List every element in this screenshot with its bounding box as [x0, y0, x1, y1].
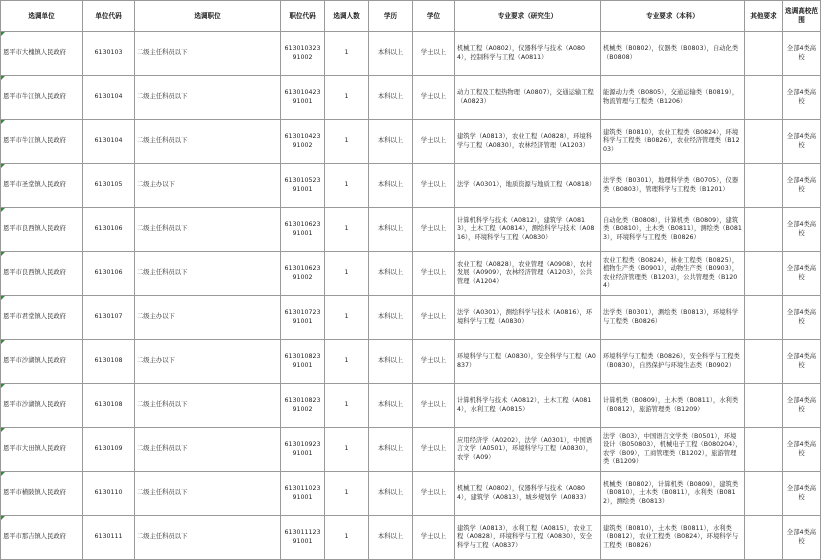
cell-major-ug: 法学类（B0301），地理科学类（B0705），仪器类（B0803），管理科学与工程类（B1201）: [601, 164, 745, 208]
table-row: [1, 252, 821, 296]
table-row: [1, 208, 821, 252]
cell-position: 二级主任科员以下: [135, 120, 281, 164]
cell-major-ug: 法学类（B0301），测绘类（B0813），环境科学与工程类（B0826）: [601, 296, 745, 340]
cell-position-code: 61301102391001: [281, 472, 325, 516]
cell-other: [745, 208, 783, 252]
cell-scope: 全部4类高校: [783, 164, 821, 208]
cell-position-code: 61301042391001: [281, 76, 325, 120]
cell-degree: 学士以上: [413, 164, 455, 208]
cell-unit-code: 6130109: [83, 428, 135, 472]
cell-major-grad: 法学（A0301），地质资源与地质工程（A0818）: [455, 164, 601, 208]
cell-position-code: 61301042391002: [281, 120, 325, 164]
cell-count: 1: [325, 340, 369, 384]
cell-marker: [1, 296, 5, 300]
cell-unit-code: 6130108: [83, 384, 135, 428]
cell-major-ug: 机械类（B0802），计算机类（B0809），建筑类（B0810），土木类（B0811），水利类（B0812），测绘类（B0813）: [601, 472, 745, 516]
cell-degree: 学士以上: [413, 208, 455, 252]
cell-count: 1: [325, 428, 369, 472]
table-row: [1, 384, 821, 428]
cell-scope: 全部4类高校: [783, 516, 821, 560]
cell-unit: [1, 472, 83, 516]
cell-position-code: 61301032391002: [281, 32, 325, 76]
cell-unit-text: 恩平市大田镇人民政府: [3, 445, 66, 453]
cell-marker: [1, 516, 5, 520]
table-row: [1, 76, 821, 120]
cell-education: 本科以上: [369, 516, 413, 560]
cell-marker: [1, 384, 5, 388]
cell-position-code: 61301062391002: [281, 252, 325, 296]
cell-unit-text: 恩平市牛江镇人民政府: [3, 137, 66, 145]
cell-position-code: 61301062391001: [281, 208, 325, 252]
cell-marker: [1, 120, 5, 124]
cell-scope: 全部4类高校: [783, 428, 821, 472]
cell-unit-text: 恩平市大槐镇人民政府: [3, 49, 66, 57]
cell-major-grad: 建筑学（A0813），农业工程（A0828），环境科学与工程（A0830），农林经济管理（A1203）: [455, 120, 601, 164]
cell-count: 1: [325, 516, 369, 560]
cell-unit: [1, 296, 83, 340]
cell-major-ug: 法学（B03），中国语言文学类（B0501），环境设计（B050803），机械电子工程（B080204），农学（B09），工商管理类（B1202），旅游管理类（B1209）: [601, 428, 745, 472]
header-scope: 选调高校范围: [783, 1, 821, 32]
cell-scope: 全部4类高校: [783, 472, 821, 516]
cell-unit: [1, 516, 83, 560]
cell-unit-code: 6130106: [83, 252, 135, 296]
cell-other: [745, 164, 783, 208]
cell-degree: 学士以上: [413, 472, 455, 516]
cell-marker: [1, 340, 5, 344]
cell-unit-text: 恩平市牛江镇人民政府: [3, 93, 66, 101]
cell-marker: [1, 76, 5, 80]
cell-count: 1: [325, 384, 369, 428]
cell-unit: [1, 384, 83, 428]
cell-other: [745, 384, 783, 428]
cell-other: [745, 340, 783, 384]
table-row: [1, 428, 821, 472]
cell-major-grad: 机械工程（A0802），仪器科学与技术（A0804），控制科学与工程（A0811）: [455, 32, 601, 76]
cell-count: 1: [325, 252, 369, 296]
header-major-ug: 专业要求（本科）: [601, 1, 745, 32]
cell-unit-code: 6130106: [83, 208, 135, 252]
cell-unit-code: 6130108: [83, 340, 135, 384]
cell-position: 二级主任科员以下: [135, 472, 281, 516]
cell-position: 二级主任科员以下: [135, 516, 281, 560]
cell-unit-text: 恩平市那吉镇人民政府: [3, 533, 66, 541]
cell-education: 本科以上: [369, 296, 413, 340]
header-major-grad: 专业要求（研究生）: [455, 1, 601, 32]
cell-unit-code: 6130103: [83, 32, 135, 76]
cell-unit-text: 恩平市良西镇人民政府: [3, 225, 66, 233]
header-unit: 选调单位: [1, 1, 83, 32]
cell-major-grad: 应用经济学（A0202），法学（A0301），中国语言文学（A0501），环境科学与工程（A0830），农学（A09）: [455, 428, 601, 472]
cell-major-grad: 法学（A0301），测绘科学与技术（A0816），环境科学与工程（A0830）: [455, 296, 601, 340]
cell-position: 二级主任科员以下: [135, 384, 281, 428]
cell-major-ug: 计算机类（B0809），土木类（B0811），水利类（B0812），旅游管理类（B1209）: [601, 384, 745, 428]
cell-position-code: 61301072391001: [281, 296, 325, 340]
cell-marker: [1, 472, 5, 476]
cell-education: 本科以上: [369, 472, 413, 516]
cell-education: 本科以上: [369, 120, 413, 164]
cell-count: 1: [325, 76, 369, 120]
header-row: [1, 1, 821, 32]
table-row: [1, 340, 821, 384]
cell-other: [745, 120, 783, 164]
header-unit-code: 单位代码: [83, 1, 135, 32]
cell-scope: 全部4类高校: [783, 208, 821, 252]
cell-position: 二级主任科员以下: [135, 32, 281, 76]
cell-unit-code: 6130104: [83, 76, 135, 120]
cell-count: 1: [325, 208, 369, 252]
cell-unit-code: 6130105: [83, 164, 135, 208]
cell-degree: 学士以上: [413, 252, 455, 296]
cell-major-ug: 自动化类（B0808），计算机类（B0809），建筑类（B0810），土木类（B0811），测绘类（B0813），环境科学与工程类（B0826）: [601, 208, 745, 252]
header-position-code: 职位代码: [281, 1, 325, 32]
cell-scope: 全部4类高校: [783, 296, 821, 340]
cell-degree: 学士以上: [413, 516, 455, 560]
cell-marker: [1, 252, 5, 256]
cell-education: 本科以上: [369, 340, 413, 384]
cell-unit: [1, 164, 83, 208]
cell-major-ug: 农业工程类（B0824），林业工程类（B0825），植物生产类（B0901），动物生产类（B0903），农业经济管理类（B1203），公共管理类（B1204）: [601, 252, 745, 296]
cell-degree: 学士以上: [413, 428, 455, 472]
cell-scope: 全部4类高校: [783, 120, 821, 164]
cell-unit: [1, 428, 83, 472]
table-row: [1, 120, 821, 164]
cell-degree: 学士以上: [413, 32, 455, 76]
cell-unit-text: 恩平市圣堂镇人民政府: [3, 181, 66, 189]
cell-major-ug: 建筑类（B0810），农业工程类（B0824），环境科学与工程类（B0826），农业经济管理类（B1203）: [601, 120, 745, 164]
header-education: 学历: [369, 1, 413, 32]
cell-degree: 学士以上: [413, 120, 455, 164]
cell-other: [745, 516, 783, 560]
cell-degree: 学士以上: [413, 384, 455, 428]
cell-unit: [1, 120, 83, 164]
header-other: 其他要求: [745, 1, 783, 32]
cell-position: 二级主任科员以下: [135, 76, 281, 120]
cell-count: 1: [325, 296, 369, 340]
cell-position-code: 61301082391001: [281, 340, 325, 384]
cell-major-ug: 能源动力类（B0805），交通运输类（B0819），物流管理与工程类（B1206）: [601, 76, 745, 120]
cell-education: 本科以上: [369, 164, 413, 208]
cell-position: 二级主任科员以下: [135, 208, 281, 252]
cell-scope: 全部4类高校: [783, 384, 821, 428]
cell-major-grad: 农业工程（A0828），农业管理（A0908），农村发展（A0909），农林经济管理（A1203），公共管理（A1204）: [455, 252, 601, 296]
cell-unit: [1, 340, 83, 384]
cell-count: 1: [325, 120, 369, 164]
cell-unit-code: 6130111: [83, 516, 135, 560]
cell-major-grad: 计算机科学与技术（A0812），建筑学（A0813），土木工程（A0814），测绘科学与技术（A0816），环境科学与工程（A0830）: [455, 208, 601, 252]
cell-education: 本科以上: [369, 252, 413, 296]
cell-position: 二级主办以下: [135, 164, 281, 208]
cell-major-grad: 动力工程及工程热物理（A0807），交通运输工程（A0823）: [455, 76, 601, 120]
cell-unit-text: 恩平市沙湖镇人民政府: [3, 357, 66, 365]
cell-major-grad: 建筑学（A0813），水利工程（A0815），农业工程（A0828），环境科学与工程（A0830），安全科学与工程（A0837）: [455, 516, 601, 560]
cell-marker: [1, 428, 5, 432]
cell-unit-code: 6130110: [83, 472, 135, 516]
cell-scope: 全部4类高校: [783, 32, 821, 76]
cell-unit-text: 恩平市横陂镇人民政府: [3, 489, 66, 497]
cell-count: 1: [325, 164, 369, 208]
cell-scope: 全部4类高校: [783, 76, 821, 120]
cell-position: 二级主任科员以下: [135, 252, 281, 296]
cell-marker: [1, 164, 5, 168]
cell-position-code: 61301052391001: [281, 164, 325, 208]
cell-other: [745, 252, 783, 296]
cell-unit: [1, 252, 83, 296]
cell-unit: [1, 76, 83, 120]
cell-unit-text: 恩平市沙湖镇人民政府: [3, 401, 66, 409]
cell-unit: [1, 32, 83, 76]
cell-education: 本科以上: [369, 428, 413, 472]
table-row: [1, 32, 821, 76]
cell-position: 二级主办以下: [135, 296, 281, 340]
cell-position: 二级主办以下: [135, 340, 281, 384]
cell-scope: 全部4类高校: [783, 340, 821, 384]
cell-count: 1: [325, 472, 369, 516]
table-row: [1, 296, 821, 340]
cell-major-grad: 环境科学与工程（A0830），安全科学与工程（A0837）: [455, 340, 601, 384]
cell-unit-code: 6130104: [83, 120, 135, 164]
cell-count: 1: [325, 32, 369, 76]
cell-position-code: 61301112391001: [281, 516, 325, 560]
cell-unit-text: 恩平市良西镇人民政府: [3, 269, 66, 277]
cell-other: [745, 472, 783, 516]
cell-position-code: 61301082391002: [281, 384, 325, 428]
cell-major-grad: 机械工程（A0802），仪器科学与技术（A0804），建筑学（A0813），城乡规划学（A0833）: [455, 472, 601, 516]
cell-position-code: 61301092391001: [281, 428, 325, 472]
cell-marker: [1, 32, 5, 36]
cell-degree: 学士以上: [413, 76, 455, 120]
cell-major-ug: 环境科学与工程类（B0826），安全科学与工程类（B0830），自然保护与环境生态类（B0902）: [601, 340, 745, 384]
header-count: 选调人数: [325, 1, 369, 32]
cell-scope: 全部4类高校: [783, 252, 821, 296]
cell-major-ug: 机械类（B0802），仪器类（B0803），自动化类（B0808）: [601, 32, 745, 76]
cell-other: [745, 428, 783, 472]
cell-marker: [1, 208, 5, 212]
cell-other: [745, 76, 783, 120]
cell-unit: [1, 208, 83, 252]
table-row: [1, 516, 821, 560]
table-row: [1, 164, 821, 208]
cell-education: 本科以上: [369, 32, 413, 76]
cell-degree: 学士以上: [413, 340, 455, 384]
table-row: [1, 472, 821, 516]
header-degree: 学位: [413, 1, 455, 32]
cell-position: 二级主任科员以下: [135, 428, 281, 472]
cell-education: 本科以上: [369, 384, 413, 428]
header-position: 选调职位: [135, 1, 281, 32]
cell-other: [745, 296, 783, 340]
cell-education: 本科以上: [369, 208, 413, 252]
cell-unit-text: 恩平市君堂镇人民政府: [3, 313, 66, 321]
cell-major-grad: 计算机科学与技术（A0812），土木工程（A0814），水利工程（A0815）: [455, 384, 601, 428]
cell-major-ug: 建筑类（B0810），土木类（B0811），水利类（B0812），农业工程类（B0824），环境科学与工程类（B0826）: [601, 516, 745, 560]
cell-education: 本科以上: [369, 76, 413, 120]
cell-other: [745, 32, 783, 76]
cell-unit-code: 6130107: [83, 296, 135, 340]
cell-degree: 学士以上: [413, 296, 455, 340]
